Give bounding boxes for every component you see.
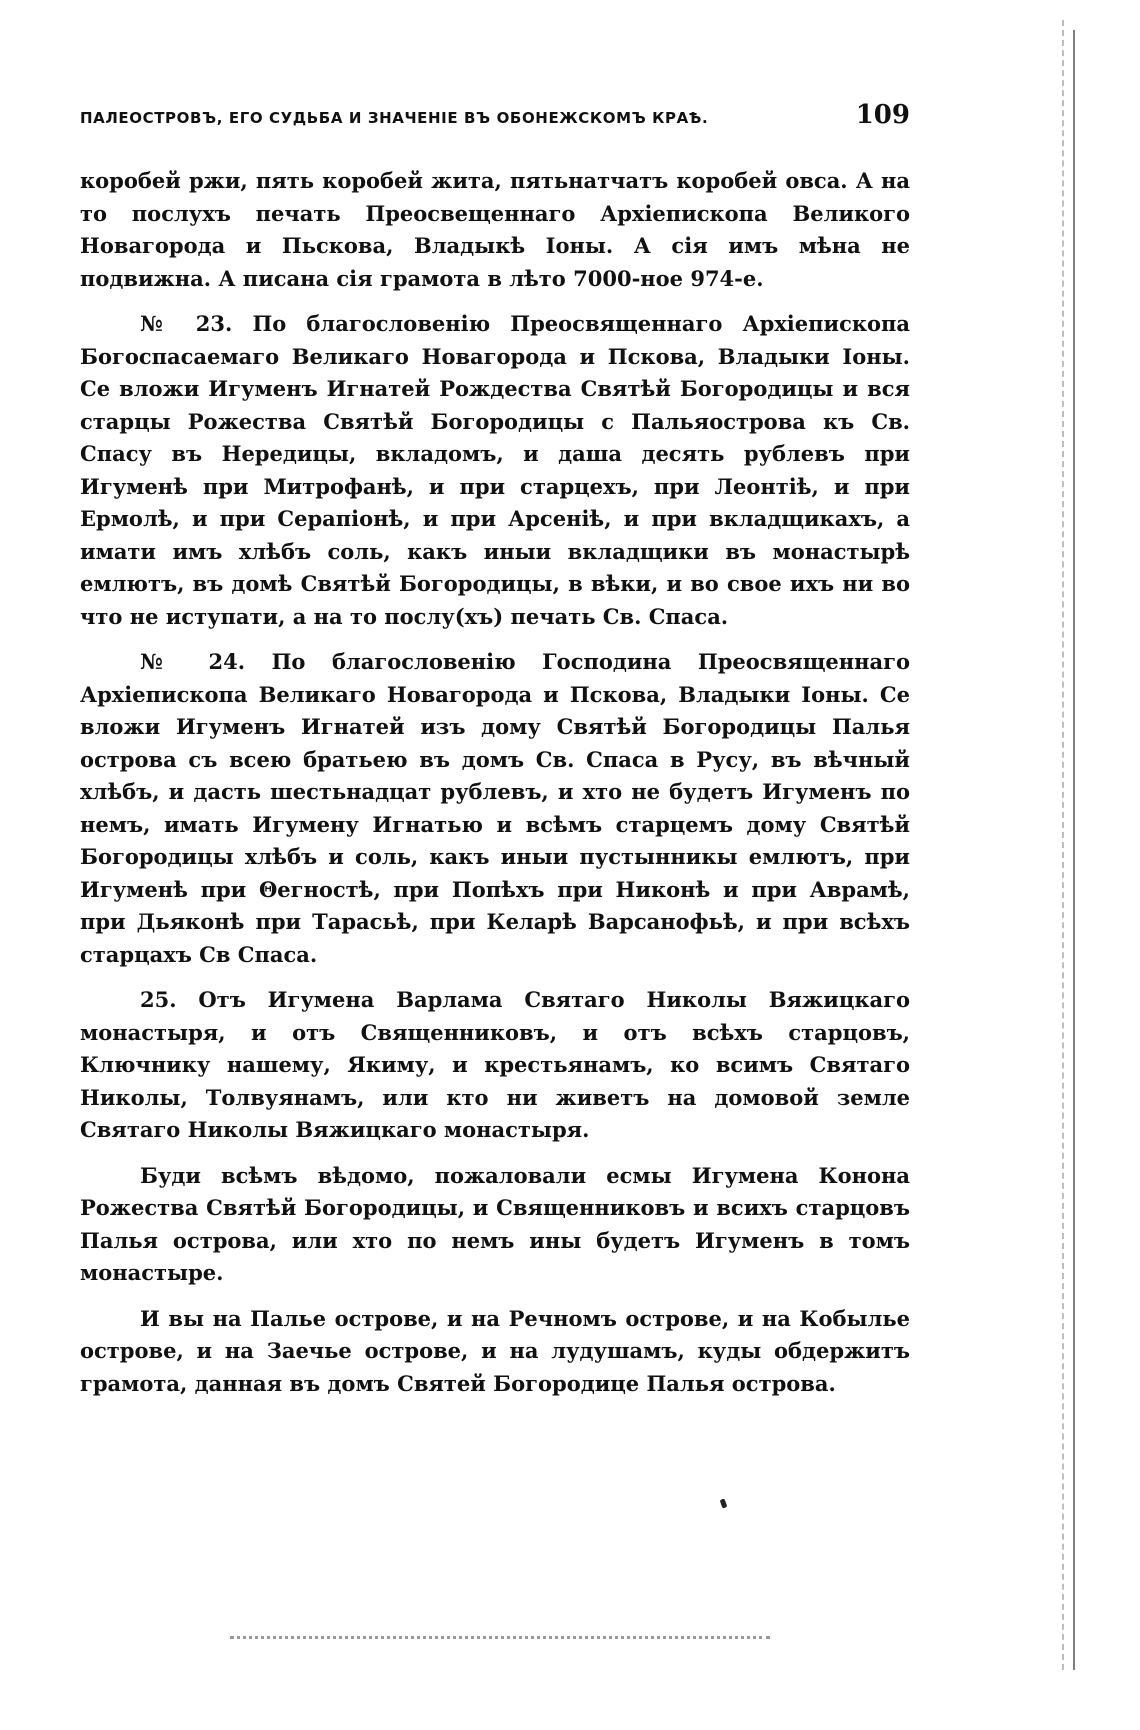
paragraph-text: Буди всѣмъ вѣдомо, пожаловали есмы Игумена Конона Рожества Святѣй Богородицы, и Священниковъ и всихъ старцовъ Палья острова, или хто по немъ ины будетъ Игуменъ в томъ монастыре. — [80, 1162, 910, 1285]
paragraph-text: коробей ржи, пять коробей жита, пятьнатчатъ коробей овса. А на то послухъ печать Преосвещеннаго Архіепископа Великого Новагорода и Пьскова, Владыкѣ Іоны. А сія имъ мѣна не подвижна. А писана сія грамота в лѣто 7000-ное 974-е. — [80, 168, 910, 291]
document-25 — [80, 984, 910, 1147]
paragraph-islands — [80, 1303, 910, 1401]
document-23 — [80, 308, 910, 633]
bottom-scan-artifact — [230, 1636, 770, 1642]
ink-speck — [720, 1498, 728, 1508]
page-number: 109 — [855, 100, 910, 130]
paragraph-text: По благословенію Господина Преосвященнаго Архіепископа Великаго Новагорода и Пскова, Владыки Іоны. Се вложи Игуменъ Игнатей изъ дому Святѣй Богородицы Палья острова съ всею братьею въ домъ Св. Спаса в Русу, въ вѣчный хлѣбъ, и дасть шестьнадцат рублевъ, и хто не будетъ Игуменъ по немъ, имать Игумену Игнатью и всѣмъ старцемъ дому Святѣй Богородицы хлѣбъ и соль, какъ иныи пустынникы емлютъ, при Игуменѣ при Θегностѣ, при Попѣхъ при Никонѣ и при Аврамѣ, при Дьяконѣ при Тарасьѣ, при Келарѣ Варсанофьѣ, и при всѣхъ старцахъ Св Спаса. — [80, 649, 910, 967]
paragraph-continuation — [80, 165, 910, 295]
document-24 — [80, 646, 910, 971]
paragraph-text: Отъ Игумена Варлама Святаго Николы Вяжицкаго монастыря, и отъ Священниковъ, и отъ всѣхъ старцовъ, Ключнику нашему, Якиму, и крестьянамъ, ко всимъ Святаго Николы, Толвуянамъ, или кто ни живетъ на домовой земле Святаго Николы Вяжицкаго монастыря. — [80, 987, 910, 1142]
paragraph-proclamation — [80, 1160, 910, 1290]
document-number: № 24. — [140, 649, 246, 674]
page-edge-line — [1073, 30, 1075, 1670]
running-header — [80, 102, 910, 128]
paragraph-text: И вы на Палье острове, и на Речномъ острове, и на Кобылье острове, и на Заечье острове, и на лудушамъ, куды обдержитъ грамота, данная въ домъ Святей Богородице Палья острова. — [80, 1305, 910, 1396]
paragraph-text: По благословенію Преосвященнаго Архіепископа Богоспасаемаго Великаго Новагорода и Пскова, Владыки Іоны. Се вложи Игуменъ Игнатей Рождества Святѣй Богородицы и вся старцы Рожества Святѣй Богородицы с Пальяострова къ Св. Спасу въ Нередицы, вкладомъ, и даша десять рублевъ при Игуменѣ при Митрофанѣ, и при старцехъ, при Леонтіѣ, и при Ермолѣ, и при Серапіонѣ, и при Арсеніѣ, и при вкладщикахъ, а имати имъ хлѣбъ соль, какъ иныи вкладщики въ монастырѣ емлютъ, въ домѣ Святѣй Богородицы, в вѣки, и во свое ихъ ни во что не иступати, а на то послу(хъ) печать Св. Спаса. — [80, 311, 911, 629]
document-number: № 23. — [140, 311, 233, 336]
running-title: ПАЛЕОСТРОВЪ, ЕГО СУДЬБА И ЗНАЧЕНІЕ ВЪ ОБОНЕЖСКОМЪ КРАѢ. — [80, 109, 709, 127]
page-body — [80, 165, 910, 1400]
document-number: 25. — [140, 987, 177, 1012]
